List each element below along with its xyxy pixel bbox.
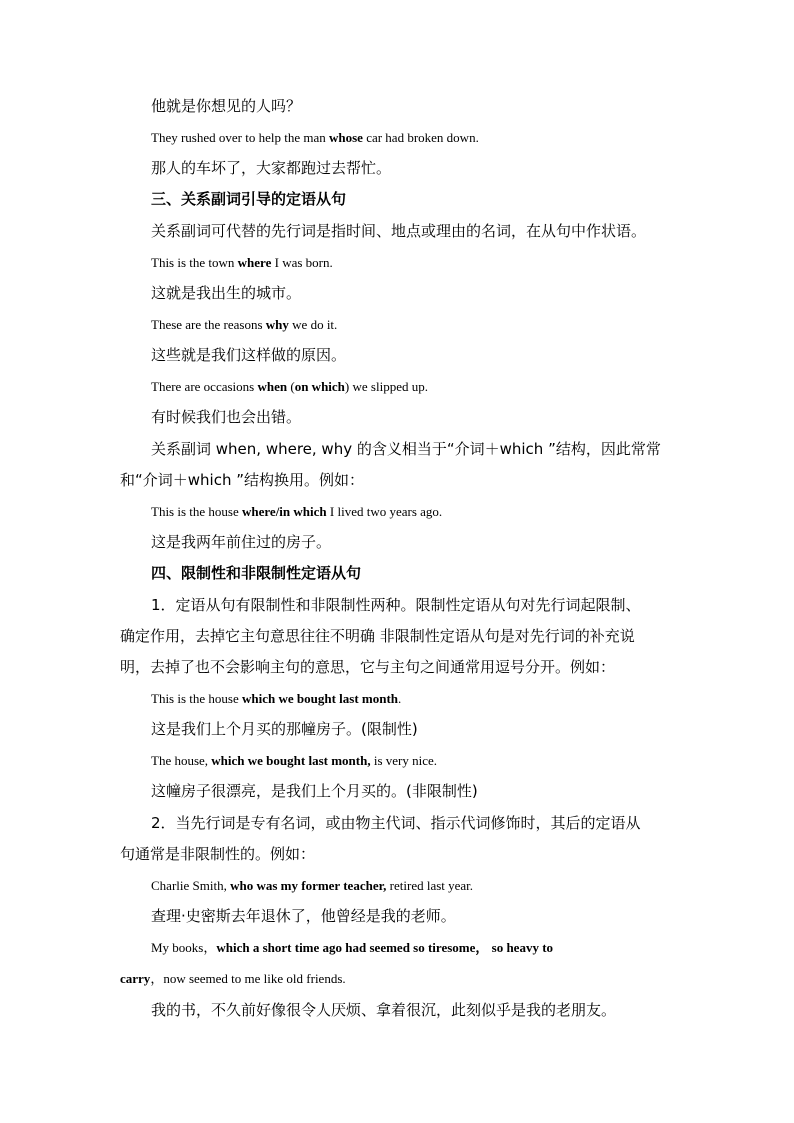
example-sentence: They rushed over to help the man whose car had broken down. — [151, 130, 479, 145]
chinese-line: 2．当先行词是专有名词，或由物主代词、指示代词修饰时，其后的定语从 — [151, 814, 641, 832]
example-sentence: carry，now seemed to me like old friends. — [120, 971, 346, 986]
chinese-line: 这就是我出生的城市。 — [151, 284, 302, 302]
example-sentence: These are the reasons why we do it. — [151, 317, 338, 332]
example-sentence: The house, which we bought last month, is very nice. — [151, 753, 437, 768]
section-heading: 四、限制性和非限制性定语从句 — [151, 564, 362, 582]
example-sentence: My books，which a short time ago had seemed so tiresome， so heavy to — [151, 940, 554, 955]
chinese-line: 这是我两年前住过的房子。 — [151, 533, 332, 551]
example-sentence: This is the town where I was born. — [151, 255, 333, 270]
chinese-line: 关系副词 when, where, why 的含义相当于“介词＋which ”结构，因此常常 — [151, 440, 661, 458]
chinese-line: 我的书，不久前好像很令人厌烦、拿着很沉，此刻似乎是我的老朋友。 — [151, 1001, 617, 1019]
chinese-line: 查理·史密斯去年退休了，他曾经是我的老师。 — [151, 907, 456, 925]
chinese-line: 句通常是非限制性的。例如： — [120, 845, 316, 863]
chinese-line: 关系副词可代替的先行词是指时间、地点或理由的名词，在从句中作状语。 — [151, 222, 647, 240]
chinese-line: 那人的车坏了，大家都跑过去帮忙。 — [151, 159, 392, 177]
chinese-line: 这些就是我们这样做的原因。 — [151, 346, 347, 364]
example-sentence: This is the house where/in which I lived two years ago. — [151, 504, 443, 519]
chinese-line: 1．定语从句有限制性和非限制性两种。限制性定语从句对先行词起限制、 — [151, 596, 641, 614]
chinese-line: 和“介词＋which ”结构换用。例如： — [120, 471, 365, 489]
example-sentence: Charlie Smith, who was my former teacher, retired last year. — [151, 878, 474, 893]
chinese-line: 他就是你想见的人吗？ — [151, 97, 302, 115]
chinese-line: 有时候我们也会出错。 — [151, 408, 302, 426]
chinese-line: 确定作用，去掉它主句意思往往不明确 非限制性定语从句是对先行词的补充说 — [120, 627, 635, 645]
example-sentence: This is the house which we bought last month. — [151, 691, 402, 706]
chinese-line: 这幢房子很漂亮，是我们上个月买的。(非限制性) — [151, 782, 478, 800]
chinese-line: 这是我们上个月买的那幢房子。(限制性) — [151, 720, 418, 738]
section-heading: 三、关系副词引导的定语从句 — [151, 190, 347, 208]
example-sentence: There are occasions when (on which) we slipped up. — [151, 379, 428, 394]
chinese-line: 明，去掉了也不会影响主句的意思，它与主句之间通常用逗号分开。例如： — [120, 658, 616, 676]
